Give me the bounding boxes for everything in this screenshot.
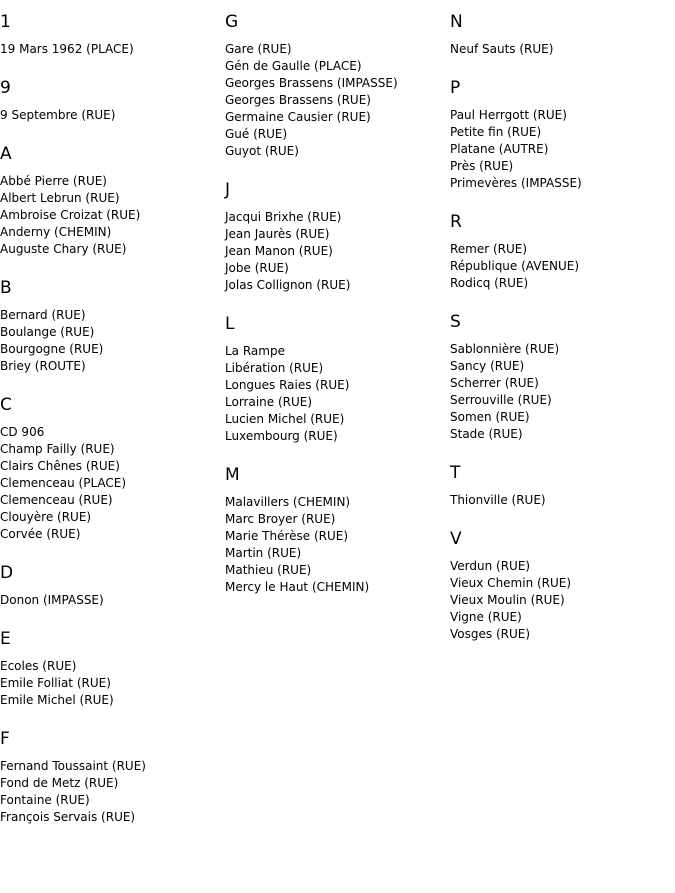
street-link[interactable]: Mathieu (RUE) bbox=[225, 563, 312, 577]
street-link[interactable]: Clemenceau (RUE) bbox=[0, 493, 113, 507]
street-link[interactable]: Rodicq (RUE) bbox=[450, 276, 529, 290]
street-link[interactable]: Emile Michel (RUE) bbox=[0, 693, 114, 707]
letter-section bbox=[450, 211, 670, 292]
street-link[interactable]: Jacqui Brixhe (RUE) bbox=[225, 210, 342, 224]
street-link[interactable]: Thionville (RUE) bbox=[450, 493, 546, 507]
letter-section bbox=[450, 462, 670, 509]
letter-section bbox=[225, 11, 445, 160]
street-link[interactable]: Vosges (RUE) bbox=[450, 627, 531, 641]
street-link[interactable]: Jean Jaurès (RUE) bbox=[225, 227, 330, 241]
street-link[interactable]: Boulange (RUE) bbox=[0, 325, 95, 339]
street-link[interactable]: Champ Failly (RUE) bbox=[0, 442, 115, 456]
street-link[interactable]: Lorraine (RUE) bbox=[225, 395, 313, 409]
street-link[interactable]: Mercy le Haut (CHEMIN) bbox=[225, 580, 370, 594]
street-link[interactable]: Emile Folliat (RUE) bbox=[0, 676, 111, 690]
street-list bbox=[0, 424, 220, 543]
index-column-1 bbox=[0, 11, 220, 845]
street-list bbox=[0, 307, 220, 375]
street-link[interactable]: Georges Brassens (RUE) bbox=[225, 93, 371, 107]
street-link[interactable]: Neuf Sauts (RUE) bbox=[450, 42, 554, 56]
street-link[interactable]: Verdun (RUE) bbox=[450, 559, 531, 573]
street-link[interactable]: Donon (IMPASSE) bbox=[0, 593, 104, 607]
street-list bbox=[450, 41, 670, 58]
street-link[interactable]: Serrouville (RUE) bbox=[450, 393, 552, 407]
section-letter-heading: S bbox=[450, 312, 461, 332]
index-column-3 bbox=[450, 11, 670, 662]
section-letter-heading: B bbox=[0, 278, 12, 298]
section-letter-heading: R bbox=[450, 212, 462, 232]
street-list bbox=[225, 494, 445, 596]
street-link[interactable]: Vieux Moulin (RUE) bbox=[450, 593, 565, 607]
letter-section bbox=[0, 728, 220, 826]
street-link[interactable]: Malavillers (CHEMIN) bbox=[225, 495, 351, 509]
street-link[interactable]: Sancy (RUE) bbox=[450, 359, 525, 373]
street-list bbox=[450, 558, 670, 643]
street-link[interactable]: 19 Mars 1962 (PLACE) bbox=[0, 42, 134, 56]
street-link[interactable]: Martin (RUE) bbox=[225, 546, 302, 560]
letter-section bbox=[225, 179, 445, 294]
street-link[interactable]: Jobe (RUE) bbox=[225, 261, 289, 275]
street-list bbox=[0, 658, 220, 709]
street-link[interactable]: Près (RUE) bbox=[450, 159, 514, 173]
street-link[interactable]: Fond de Metz (RUE) bbox=[0, 776, 119, 790]
street-link[interactable]: Longues Raies (RUE) bbox=[225, 378, 350, 392]
street-link[interactable]: Fontaine (RUE) bbox=[0, 793, 90, 807]
street-list bbox=[0, 758, 220, 826]
street-list bbox=[225, 41, 445, 160]
section-letter-heading: 9 bbox=[0, 78, 11, 98]
street-link[interactable]: Gén de Gaulle (PLACE) bbox=[225, 59, 362, 73]
section-letter-heading: M bbox=[225, 465, 240, 485]
street-link[interactable]: Lucien Michel (RUE) bbox=[225, 412, 345, 426]
letter-section bbox=[450, 528, 670, 643]
letter-section bbox=[450, 311, 670, 443]
street-link[interactable]: 9 Septembre (RUE) bbox=[0, 108, 116, 122]
section-letter-heading: 1 bbox=[0, 12, 11, 32]
letter-section bbox=[0, 628, 220, 709]
street-link[interactable]: Abbé Pierre (RUE) bbox=[0, 174, 107, 188]
letter-section bbox=[0, 394, 220, 543]
section-letter-heading: V bbox=[450, 529, 462, 549]
section-letter-heading: C bbox=[0, 395, 12, 415]
section-letter-heading: E bbox=[0, 629, 11, 649]
street-list bbox=[225, 209, 445, 294]
street-link[interactable]: Sablonnière (RUE) bbox=[450, 342, 560, 356]
street-link[interactable]: Corvée (RUE) bbox=[0, 527, 81, 541]
street-link[interactable]: Albert Lebrun (RUE) bbox=[0, 191, 120, 205]
section-letter-heading: F bbox=[0, 729, 10, 749]
street-link[interactable]: Primevères (IMPASSE) bbox=[450, 176, 582, 190]
letter-section bbox=[0, 11, 220, 58]
section-letter-heading: N bbox=[450, 12, 463, 32]
street-link[interactable]: République (AVENUE) bbox=[450, 259, 580, 273]
street-link[interactable]: La Rampe bbox=[225, 344, 285, 358]
section-letter-heading: L bbox=[225, 314, 235, 334]
street-link[interactable]: Briey (ROUTE) bbox=[0, 359, 86, 373]
letter-section bbox=[225, 313, 445, 445]
street-list bbox=[225, 343, 445, 445]
letter-section bbox=[225, 464, 445, 596]
street-link[interactable]: Clairs Chênes (RUE) bbox=[0, 459, 120, 473]
street-link[interactable]: Luxembourg (RUE) bbox=[225, 429, 338, 443]
street-link[interactable]: Anderny (CHEMIN) bbox=[0, 225, 112, 239]
letter-section bbox=[0, 277, 220, 375]
street-link[interactable]: Auguste Chary (RUE) bbox=[0, 242, 127, 256]
street-link[interactable]: Platane (AUTRE) bbox=[450, 142, 549, 156]
section-letter-heading: J bbox=[225, 180, 231, 200]
street-list bbox=[450, 341, 670, 443]
street-list bbox=[450, 241, 670, 292]
street-link[interactable]: Fernand Toussaint (RUE) bbox=[0, 759, 146, 773]
street-list bbox=[0, 41, 220, 58]
section-letter-heading: D bbox=[0, 563, 14, 583]
street-list bbox=[450, 107, 670, 192]
street-link[interactable]: Stade (RUE) bbox=[450, 427, 523, 441]
street-list bbox=[450, 492, 670, 509]
section-letter-heading: A bbox=[0, 144, 12, 164]
street-link[interactable]: Somen (RUE) bbox=[450, 410, 530, 424]
street-link[interactable]: Scherrer (RUE) bbox=[450, 376, 539, 390]
street-link[interactable]: Vieux Chemin (RUE) bbox=[450, 576, 572, 590]
section-letter-heading: P bbox=[450, 78, 461, 98]
section-letter-heading: T bbox=[450, 463, 461, 483]
street-link[interactable]: Marie Thérèse (RUE) bbox=[225, 529, 349, 543]
street-link[interactable]: Bourgogne (RUE) bbox=[0, 342, 104, 356]
index-column-2 bbox=[225, 11, 445, 615]
section-letter-heading: G bbox=[225, 12, 239, 32]
letter-section bbox=[0, 77, 220, 124]
street-list bbox=[0, 107, 220, 124]
street-link[interactable]: Jean Manon (RUE) bbox=[225, 244, 333, 258]
street-link[interactable]: Guyot (RUE) bbox=[225, 144, 299, 158]
street-link[interactable]: Gué (RUE) bbox=[225, 127, 288, 141]
letter-section bbox=[0, 143, 220, 258]
street-link[interactable]: Georges Brassens (IMPASSE) bbox=[225, 76, 398, 90]
letter-section bbox=[450, 11, 670, 58]
street-link[interactable]: Ambroise Croizat (RUE) bbox=[0, 208, 141, 222]
street-link[interactable]: Marc Broyer (RUE) bbox=[225, 512, 336, 526]
street-link[interactable]: Germaine Causier (RUE) bbox=[225, 110, 371, 124]
letter-section bbox=[450, 77, 670, 192]
street-link[interactable]: Vigne (RUE) bbox=[450, 610, 522, 624]
street-link[interactable]: Remer (RUE) bbox=[450, 242, 528, 256]
street-link[interactable]: François Servais (RUE) bbox=[0, 810, 136, 824]
street-list bbox=[0, 592, 220, 609]
street-link[interactable]: Petite fin (RUE) bbox=[450, 125, 542, 139]
street-link[interactable]: CD 906 bbox=[0, 425, 45, 439]
street-link[interactable]: Gare (RUE) bbox=[225, 42, 292, 56]
letter-section bbox=[0, 562, 220, 609]
street-link[interactable]: Jolas Collignon (RUE) bbox=[225, 278, 351, 292]
street-link[interactable]: Libération (RUE) bbox=[225, 361, 324, 375]
street-link[interactable]: Clouyère (RUE) bbox=[0, 510, 92, 524]
street-link[interactable]: Ecoles (RUE) bbox=[0, 659, 77, 673]
street-list bbox=[0, 173, 220, 258]
street-link[interactable]: Clemenceau (PLACE) bbox=[0, 476, 127, 490]
street-link[interactable]: Bernard (RUE) bbox=[0, 308, 86, 322]
street-link[interactable]: Paul Herrgott (RUE) bbox=[450, 108, 567, 122]
